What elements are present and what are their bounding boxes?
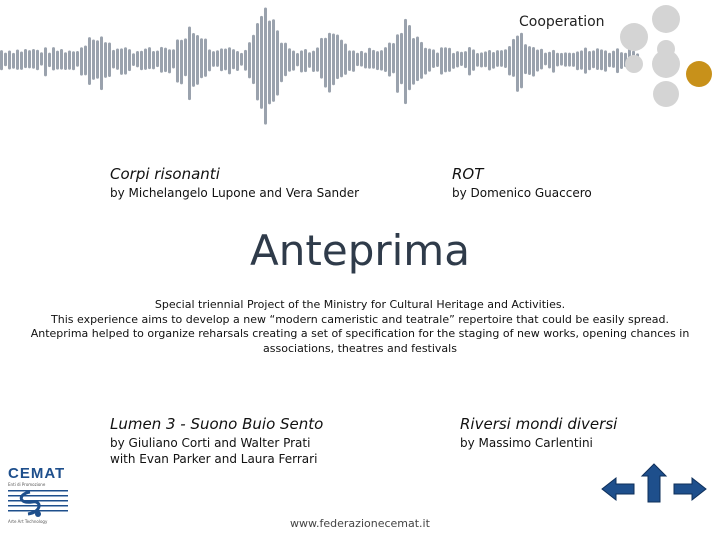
waveform-bar xyxy=(368,48,371,69)
waveform-bar xyxy=(204,38,207,76)
waveform-bar xyxy=(588,51,591,70)
right-arrow-icon[interactable] xyxy=(674,478,706,500)
waveform-bar xyxy=(580,50,583,69)
waveform-bar xyxy=(152,51,155,69)
description-line: Special triennial Project of the Ministry for Cultural Heritage and Activities. xyxy=(154,298,566,311)
waveform-bar xyxy=(400,33,403,84)
waveform-bar xyxy=(376,51,379,70)
waveform-bar xyxy=(132,53,135,66)
project-description xyxy=(20,298,700,356)
waveform-bar xyxy=(180,40,183,85)
deco-circle xyxy=(652,5,680,33)
waveform-bar xyxy=(436,52,439,67)
waveform-bar xyxy=(320,38,323,79)
waveform-bar xyxy=(60,49,63,70)
waveform-bar xyxy=(124,47,127,74)
waveform-bar xyxy=(432,49,435,68)
waveform-bar xyxy=(112,50,115,69)
waveform-bar xyxy=(68,50,71,69)
waveform-bar xyxy=(280,43,283,83)
waveform-bar xyxy=(372,50,375,69)
waveform-bar xyxy=(304,49,307,72)
waveform-bar xyxy=(336,35,339,80)
deco-circle xyxy=(625,55,643,73)
description-line: This experience aims to develop a new “modern cameristic and teatrale” repertoire that could be easily spread. xyxy=(51,312,669,326)
description-line: associations, theatres and festivals xyxy=(263,341,457,355)
waveform-bar xyxy=(456,51,459,67)
waveform-bar xyxy=(572,53,575,67)
waveform-bar xyxy=(480,52,483,67)
work-author-riversi-mondi-diversi: by Massimo Carlentini xyxy=(460,436,593,450)
deco-circle xyxy=(652,50,680,78)
circle-cluster-decoration xyxy=(616,2,720,112)
waveform-bar xyxy=(460,52,463,66)
waveform-bar xyxy=(492,52,495,69)
page-title: Anteprima xyxy=(250,226,470,275)
waveform-bar xyxy=(40,52,43,65)
waveform-bar xyxy=(496,50,499,67)
slide-navigation xyxy=(600,462,710,508)
waveform-bar xyxy=(308,52,311,68)
waveform-bar xyxy=(276,30,279,95)
waveform-bar xyxy=(148,47,151,69)
waveform-bar xyxy=(224,49,227,71)
waveform-bar xyxy=(216,50,219,67)
waveform-bar xyxy=(4,53,7,67)
waveform-bar xyxy=(512,39,515,77)
deco-circle xyxy=(653,81,679,107)
waveform-bar xyxy=(288,48,291,71)
waveform-bar xyxy=(516,35,519,91)
waveform-bar xyxy=(100,36,103,90)
waveform-bar xyxy=(540,49,543,70)
waveform-bar xyxy=(396,34,399,93)
waveform-bar xyxy=(560,53,563,66)
waveform-bar xyxy=(344,43,347,74)
waveform-bar xyxy=(196,35,199,85)
logo-subtitle: Enti di Promozione xyxy=(8,482,46,487)
waveform-bar xyxy=(504,49,507,68)
waveform-bar xyxy=(608,53,611,68)
waveform-bar xyxy=(408,25,411,90)
waveform-bar xyxy=(88,37,91,85)
waveform-bar xyxy=(240,53,243,66)
waveform-bar xyxy=(340,40,343,78)
waveform-bar xyxy=(596,48,599,70)
waveform-bar xyxy=(188,27,191,101)
waveform-bar xyxy=(164,48,167,72)
waveform-bar xyxy=(16,50,19,70)
waveform-bar xyxy=(228,47,231,74)
waveform-bar xyxy=(568,53,571,67)
waveform-bar xyxy=(532,47,535,77)
waveform-bar xyxy=(144,49,147,70)
waveform-bar xyxy=(248,42,251,78)
waveform-bar xyxy=(360,51,363,67)
waveform-bar xyxy=(96,40,99,78)
waveform-bar xyxy=(364,53,367,69)
waveform-bar xyxy=(104,42,107,78)
waveform-bar xyxy=(72,51,75,70)
waveform-bar xyxy=(20,52,23,70)
waveform-bar xyxy=(44,47,47,76)
waveform-bar xyxy=(48,53,51,68)
waveform-bar xyxy=(452,53,455,69)
work-author-lumen-3: by Giuliano Corti and Walter Prati xyxy=(110,436,311,450)
waveform-bar xyxy=(604,50,607,71)
waveform-bar xyxy=(236,51,239,71)
waveform-bar xyxy=(184,38,187,76)
waveform-bar xyxy=(508,46,511,75)
waveform-bar xyxy=(300,50,303,72)
waveform-bar xyxy=(80,47,83,75)
waveform-bar xyxy=(156,50,159,67)
waveform-bar xyxy=(264,8,267,125)
up-arrow-icon[interactable] xyxy=(642,464,666,502)
waveform-bar xyxy=(160,47,163,73)
deco-circle xyxy=(620,23,648,51)
logo-tagline: Arte Art Technology xyxy=(8,519,48,524)
waveform-bar xyxy=(172,49,175,68)
work-performers-lumen-3: with Evan Parker and Laura Ferrari xyxy=(110,452,318,466)
waveform-bar xyxy=(576,51,579,70)
waveform-bar xyxy=(140,51,143,70)
waveform-bar xyxy=(32,49,35,69)
waveform-bar xyxy=(220,48,223,71)
logo-emblem-icon xyxy=(8,488,68,518)
waveform-bar xyxy=(528,46,531,75)
waveform-bar xyxy=(388,42,391,76)
waveform-bar xyxy=(536,49,539,71)
waveform-bar xyxy=(420,42,423,79)
waveform-bar xyxy=(332,33,335,85)
waveform-bar xyxy=(24,49,27,68)
waveform-bar xyxy=(348,50,351,71)
waveform-bar xyxy=(28,50,31,68)
waveform-bar xyxy=(244,50,247,71)
waveform-bar xyxy=(108,43,111,77)
waveform-bar xyxy=(36,50,39,71)
waveform-bar xyxy=(356,53,359,66)
waveform-bar xyxy=(564,52,567,66)
waveform-bar xyxy=(208,49,211,71)
waveform-bar xyxy=(212,51,215,67)
waveform-bar xyxy=(8,50,11,69)
waveform-bar xyxy=(120,48,123,75)
waveform-bar xyxy=(404,19,407,104)
waveform-bar xyxy=(600,49,603,70)
waveform-bar xyxy=(612,51,615,68)
waveform-bar xyxy=(468,47,471,76)
waveform-bar xyxy=(552,50,555,73)
waveform-bar xyxy=(252,35,255,84)
waveform-bar xyxy=(444,47,447,72)
work-title-riversi-mondi-diversi: Riversi mondi diversi xyxy=(460,415,618,433)
waveform-bar xyxy=(200,38,203,78)
waveform-bar xyxy=(64,52,67,70)
logo-text: CEMAT xyxy=(8,465,66,482)
waveform-bar xyxy=(520,33,523,89)
waveform-bar xyxy=(484,51,487,67)
waveform-bar xyxy=(256,23,259,100)
waveform-bar xyxy=(316,47,319,71)
waveform-bar xyxy=(116,48,119,69)
waveform-bar xyxy=(524,44,527,74)
waveform-bar xyxy=(392,43,395,73)
waveform-bar xyxy=(56,51,59,70)
waveform-bar xyxy=(448,48,451,72)
waveform-bar xyxy=(128,49,131,71)
waveform-bar xyxy=(472,49,475,71)
waveform-bar xyxy=(488,50,491,71)
waveform-bar xyxy=(424,48,427,75)
waveform-bar xyxy=(592,50,595,68)
waveform-bar xyxy=(384,47,387,72)
waveform-bar xyxy=(296,53,299,66)
work-title-corpi-risonanti: Corpi risonanti xyxy=(110,165,220,183)
waveform-bar xyxy=(92,40,95,80)
work-title-lumen-3: Lumen 3 - Suono Buio Sento xyxy=(110,415,324,433)
deco-circle-accent xyxy=(686,61,712,87)
waveform-bar xyxy=(284,43,287,77)
waveform-bar xyxy=(500,50,503,67)
waveform-bar xyxy=(136,51,139,67)
waveform-bar xyxy=(352,50,355,72)
waveform-bar xyxy=(416,36,419,81)
waveform-bar xyxy=(312,51,315,72)
waveform-bar xyxy=(556,53,559,67)
waveform-bar xyxy=(192,33,195,87)
waveform-bar xyxy=(76,51,79,67)
work-author-rot: by Domenico Guaccero xyxy=(452,186,592,200)
waveform-bar xyxy=(0,50,3,70)
waveform-bar xyxy=(272,19,275,102)
waveform-bar xyxy=(292,50,295,70)
work-author-corpi-risonanti: by Michelangelo Lupone and Vera Sander xyxy=(110,186,360,200)
description-line: Anteprima helped to organize reharsals creating a set of specification for the staging of new works, opening chances in xyxy=(30,327,690,340)
waveform-bar xyxy=(380,50,383,70)
waveform-bar xyxy=(268,20,271,104)
waveform-bar xyxy=(464,51,467,68)
waveform-bar xyxy=(12,53,15,69)
waveform-bar xyxy=(440,47,443,74)
left-arrow-icon[interactable] xyxy=(602,478,634,500)
waveform-bar xyxy=(168,49,171,73)
waveform-bar xyxy=(52,47,55,70)
work-title-rot: ROT xyxy=(452,165,484,183)
waveform-bar xyxy=(428,48,431,71)
waveform-bar xyxy=(328,33,331,93)
waveform-bar xyxy=(476,53,479,67)
waveform-bar xyxy=(324,38,327,88)
waveform-bar xyxy=(260,16,263,109)
waveform-bar xyxy=(176,39,179,82)
section-label: Cooperation xyxy=(519,14,605,30)
waveform-bar xyxy=(548,52,551,69)
waveform-bar xyxy=(412,38,415,85)
waveform-bar xyxy=(584,48,587,74)
waveform-bar xyxy=(232,49,235,69)
waveform-bar xyxy=(84,45,87,75)
waveform-bar xyxy=(544,53,547,66)
footer-url[interactable]: www.federazionecemat.it xyxy=(290,517,430,530)
